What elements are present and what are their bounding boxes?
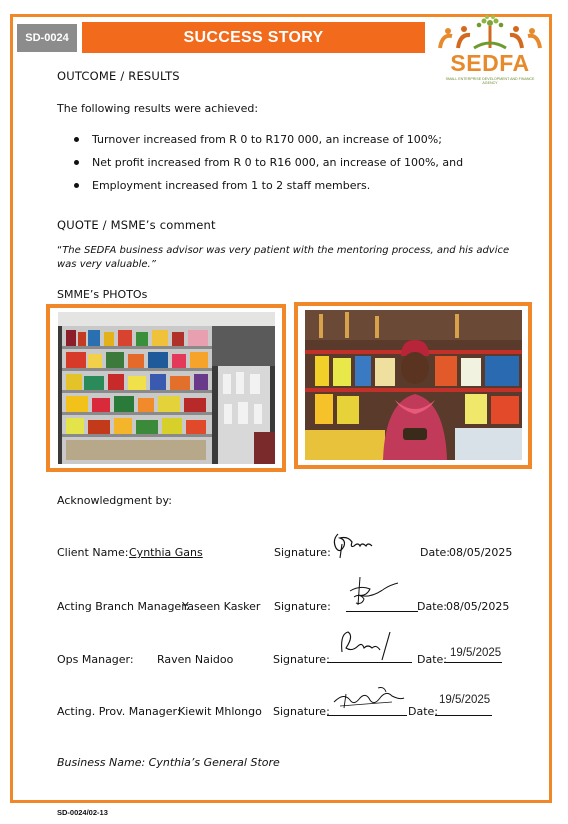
logo-tagline: SMALL ENTERPRISE DEVELOPMENT AND FINANCE AGENCY xyxy=(445,77,535,85)
list-item: Net profit increased from R 0 to R16 000, an increase of 100%, and xyxy=(57,151,463,174)
outcome-intro: The following results were achieved: xyxy=(57,102,259,115)
list-item: Turnover increased from R 0 to R170 000, an increase of 100%; xyxy=(57,128,463,151)
client-date: 08/05/2025 xyxy=(449,546,513,559)
ops-manager-date-label: Date: xyxy=(417,653,447,666)
branch-manager-role-label: Acting Branch Manager: xyxy=(57,600,190,613)
prov-manager-date: 19/5/2025 xyxy=(439,694,491,706)
sedfa-logo xyxy=(434,14,546,84)
client-role-label: Client Name: xyxy=(57,546,129,559)
prov-manager-signature-line xyxy=(327,715,407,716)
quote-text: The SEDFA business advisor was very patient with the mentoring process, and his advice was very valuable. xyxy=(57,245,510,270)
acknowledgment-heading: Acknowledgment by: xyxy=(57,494,172,507)
prov-manager-date-line xyxy=(435,715,492,716)
quote-open-mark: “ xyxy=(57,245,63,256)
branch-manager-name: Yaseen Kasker xyxy=(182,600,261,613)
branch-manager-date: 08/05/2025 xyxy=(446,600,510,613)
ops-manager-signature-image xyxy=(334,628,394,662)
quote-heading: QUOTE / MSME’s comment xyxy=(57,218,216,232)
prov-manager-role-label: Acting. Prov. Manager: xyxy=(57,705,181,718)
prov-manager-name: Kiewit Mhlongo xyxy=(178,705,262,718)
shop-shelves-photo xyxy=(58,312,275,464)
ops-manager-signature-line xyxy=(327,662,412,663)
ops-manager-signature-label: Signature: xyxy=(273,653,330,666)
client-quote xyxy=(57,244,527,272)
success-story-banner: SUCCESS STORY xyxy=(82,22,425,53)
shop-owner-photo xyxy=(305,310,522,460)
client-signature-label: Signature: xyxy=(274,546,331,559)
results-list xyxy=(57,128,463,197)
logo-wordmark: SEDFA xyxy=(450,50,530,76)
ops-manager-date: 19/5/2025 xyxy=(450,647,502,659)
tree-people-icon xyxy=(434,14,546,54)
document-code-badge: SD-0024 xyxy=(17,24,77,52)
branch-manager-signature-image xyxy=(340,575,400,611)
photos-heading: SMME’s PHOTOs xyxy=(57,288,148,301)
prov-manager-signature-label: Signature: xyxy=(273,705,330,718)
branch-manager-signature-line xyxy=(346,611,418,612)
client-name: Cynthia Gans xyxy=(129,546,203,559)
prov-manager-signature-image xyxy=(330,684,406,714)
client-date-label: Date: xyxy=(420,546,450,559)
client-signature-image xyxy=(328,530,374,560)
branch-manager-signature-label: Signature: xyxy=(274,600,331,613)
ops-manager-date-line xyxy=(444,662,502,663)
business-name: Business Name: Cynthia’s General Store xyxy=(57,756,280,769)
list-item: Employment increased from 1 to 2 staff members. xyxy=(57,174,463,197)
branch-manager-date-label: Date: xyxy=(417,600,447,613)
ops-manager-role-label: Ops Manager: xyxy=(57,653,134,666)
footer-reference: SD-0024/02-13 xyxy=(57,808,108,817)
ops-manager-name: Raven Naidoo xyxy=(157,653,234,666)
quote-close-mark: ” xyxy=(150,259,156,270)
prov-manager-date-label: Date: xyxy=(408,705,438,718)
outcome-heading: OUTCOME / RESULTS xyxy=(57,69,180,83)
